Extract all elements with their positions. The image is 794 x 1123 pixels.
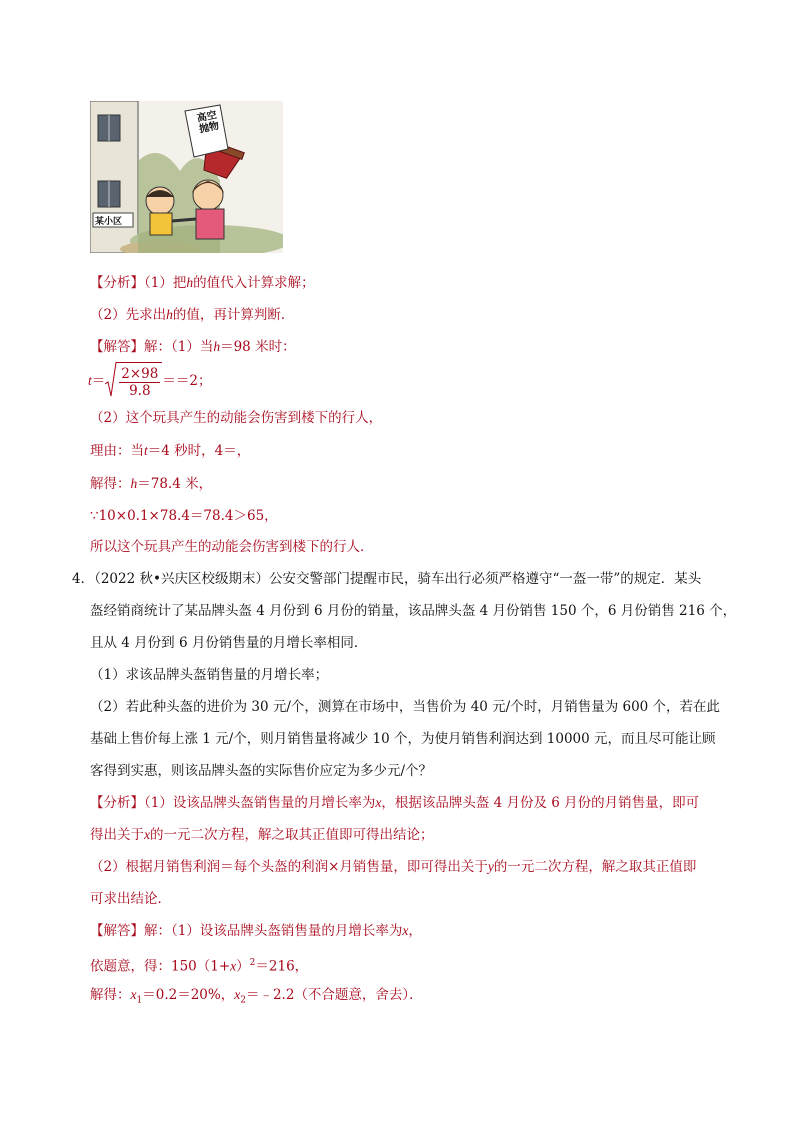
q4-analysis-line-4 <box>90 889 171 909</box>
q3-analysis-text-2b: 的值，再计算判断． <box>172 307 295 323</box>
fraction-numerator: 2×98 <box>121 366 159 382</box>
q4-stem-line-2 <box>90 601 736 621</box>
var-x: x <box>375 795 382 810</box>
q3-solve-text-a: 解得： <box>90 476 131 492</box>
q4-solution-text-a: 解得： <box>90 987 131 1003</box>
var-h: h <box>130 476 138 491</box>
q3-answer-text-1a: 解：（1）当 <box>144 339 214 355</box>
q3-conclusion-line <box>90 537 374 557</box>
q4-solution-line <box>90 985 423 1011</box>
var-t: t <box>144 443 148 458</box>
illustration-high-altitude-throwing <box>90 101 283 253</box>
q3-answer-line-2 <box>90 408 382 428</box>
q4-analysis-text-2c: 可求出结论． <box>90 891 171 907</box>
q3-because-line <box>90 506 278 526</box>
q3-analysis-line-1 <box>90 273 315 293</box>
q4-analysis-line-2 <box>90 825 434 845</box>
q4-analysis-text-2b: 的一元二次方程，解之取其正值即 <box>493 859 697 875</box>
subscript-2: 2 <box>240 995 246 1006</box>
q3-solve-text-b: ＝78.4 米， <box>137 476 213 492</box>
var-h: h <box>166 307 173 322</box>
q4-equation-text-b: ） <box>236 958 250 975</box>
analysis-tag: 【分析】 <box>90 795 144 811</box>
var-x: x <box>144 827 150 842</box>
q3-reason-line <box>90 441 250 461</box>
q3-conclusion-text: 所以这个玩具产生的动能会伤害到楼下的行人． <box>90 539 374 555</box>
subscript-1: 1 <box>136 995 143 1006</box>
fraction-denominator: 9.8 <box>129 383 151 399</box>
var-y: y <box>487 859 494 874</box>
var-h: h <box>186 275 194 290</box>
q4-stem-text-3: 且从 4 月份到 6 月份销售量的月增长率相同． <box>90 635 368 651</box>
q4-answer-text-1b: ， <box>408 923 422 939</box>
q4-stem-line-3 <box>90 633 367 653</box>
building-label: 某小区 <box>95 217 123 227</box>
q4-subquestion-2-line-2 <box>90 729 716 749</box>
q3-because-text: ∵10×0.1×78.4＝78.4＞65， <box>90 508 278 524</box>
q3-formula-result: ＝＝2； <box>162 373 212 389</box>
q3-reason-text-b: ＝4 秒时，4＝， <box>147 443 251 459</box>
q3-solve-line <box>90 474 212 494</box>
q4-sub2-text-a: （2）若此种头盔的进价为 30 元/个，测算在市场中，当售价为 40 元/个时，月销售量为 600 个，若在此 <box>90 699 721 715</box>
q3-answer-text-1b: ＝98 米时： <box>220 339 296 355</box>
equals-sign: ＝ <box>91 373 106 389</box>
cartoon-figure <box>90 101 283 253</box>
q3-answer-line-1 <box>90 337 296 357</box>
exponent: 2 <box>249 958 256 968</box>
q4-subquestion-2-line-3 <box>90 761 432 781</box>
var-x: x <box>230 958 237 974</box>
q4-analysis-text-1b: ，根据该品牌头盔 4 月份及 6 月份的月销售量，即可 <box>381 795 700 811</box>
q4-subquestion-2-line-1 <box>90 697 720 717</box>
answer-tag: 【解答】 <box>90 923 144 939</box>
sign-text: 高空抛物 <box>195 109 221 136</box>
var-t: t <box>88 373 92 388</box>
q3-answer-text-2: （2）这个玩具产生的动能会伤害到楼下的行人， <box>90 410 383 426</box>
q4-equation-text-c: ＝216， <box>255 958 309 975</box>
answer-tag: 【解答】 <box>90 339 144 355</box>
q4-sub2-text-b: 基础上售价每上涨 1 元/个，则月销售量将减少 10 个，为使月销售利润达到 10000 元，而且尽可能让顾 <box>90 731 716 747</box>
q4-answer-text-1a: 解：（1）设该品牌头盔销售量的月增长率为 <box>144 923 403 939</box>
q4-analysis-text-1c: 得出关于 <box>90 827 144 843</box>
q4-analysis-line-3 <box>90 857 696 877</box>
q4-equation-text-a: 依题意，得：150（1+ <box>90 958 231 975</box>
fraction <box>119 366 160 399</box>
q4-equation-line <box>90 953 308 977</box>
q3-analysis-text-1b: 的值代入计算求解； <box>193 275 315 291</box>
q4-solution-text-c: ＝﹣2.2（不合题意，舍去）． <box>245 987 423 1003</box>
q4-analysis-line-1 <box>90 793 699 813</box>
q4-analysis-text-1d: 的一元二次方程，解之取其正值即可得出结论； <box>150 827 434 843</box>
radical-sign-icon <box>105 362 117 398</box>
q3-formula-line <box>88 362 211 401</box>
q4-analysis-text-2a: （2）根据月销售利润＝每个头盔的利润×月销售量，即可得出关于 <box>90 859 488 875</box>
sqrt-expression <box>105 362 162 401</box>
q4-stem-line-1 <box>72 569 701 589</box>
q3-analysis-text-2a: （2）先求出 <box>90 307 167 323</box>
var-x: x <box>402 923 409 938</box>
q4-sub1-text: （1）求该品牌头盔销售量的月增长率； <box>90 667 329 683</box>
q3-reason-text-a: 理由：当 <box>90 443 144 459</box>
q4-stem-text-1: 4．（2022 秋•兴庆区校级期末）公安交警部门提醒市民，骑车出行必须严格遵守“一盔一带”的规定．某头 <box>72 571 702 587</box>
var-x2: x <box>234 987 241 1002</box>
q3-analysis-text-1: （1）把 <box>144 275 187 291</box>
q4-subquestion-1 <box>90 665 328 685</box>
var-h: h <box>213 339 221 354</box>
analysis-tag: 【分析】 <box>90 275 144 291</box>
q4-solution-text-b: ＝0.2＝20%， <box>142 987 235 1003</box>
q3-analysis-line-2 <box>90 305 294 325</box>
q4-answer-line-1 <box>90 921 422 941</box>
q4-stem-text-2: 盔经销商统计了某品牌头盔 4 月份到 6 月份的销量，该品牌头盔 4 月份销售 150 个，6 月份销售 216 个， <box>90 603 737 619</box>
var-x1: x <box>130 987 137 1002</box>
q4-sub2-text-c: 客得到实惠，则该品牌头盔的实际售价应定为多少元/个？ <box>90 763 433 779</box>
q4-analysis-text-1a: （1）设该品牌头盔销售量的月增长率为 <box>144 795 376 811</box>
